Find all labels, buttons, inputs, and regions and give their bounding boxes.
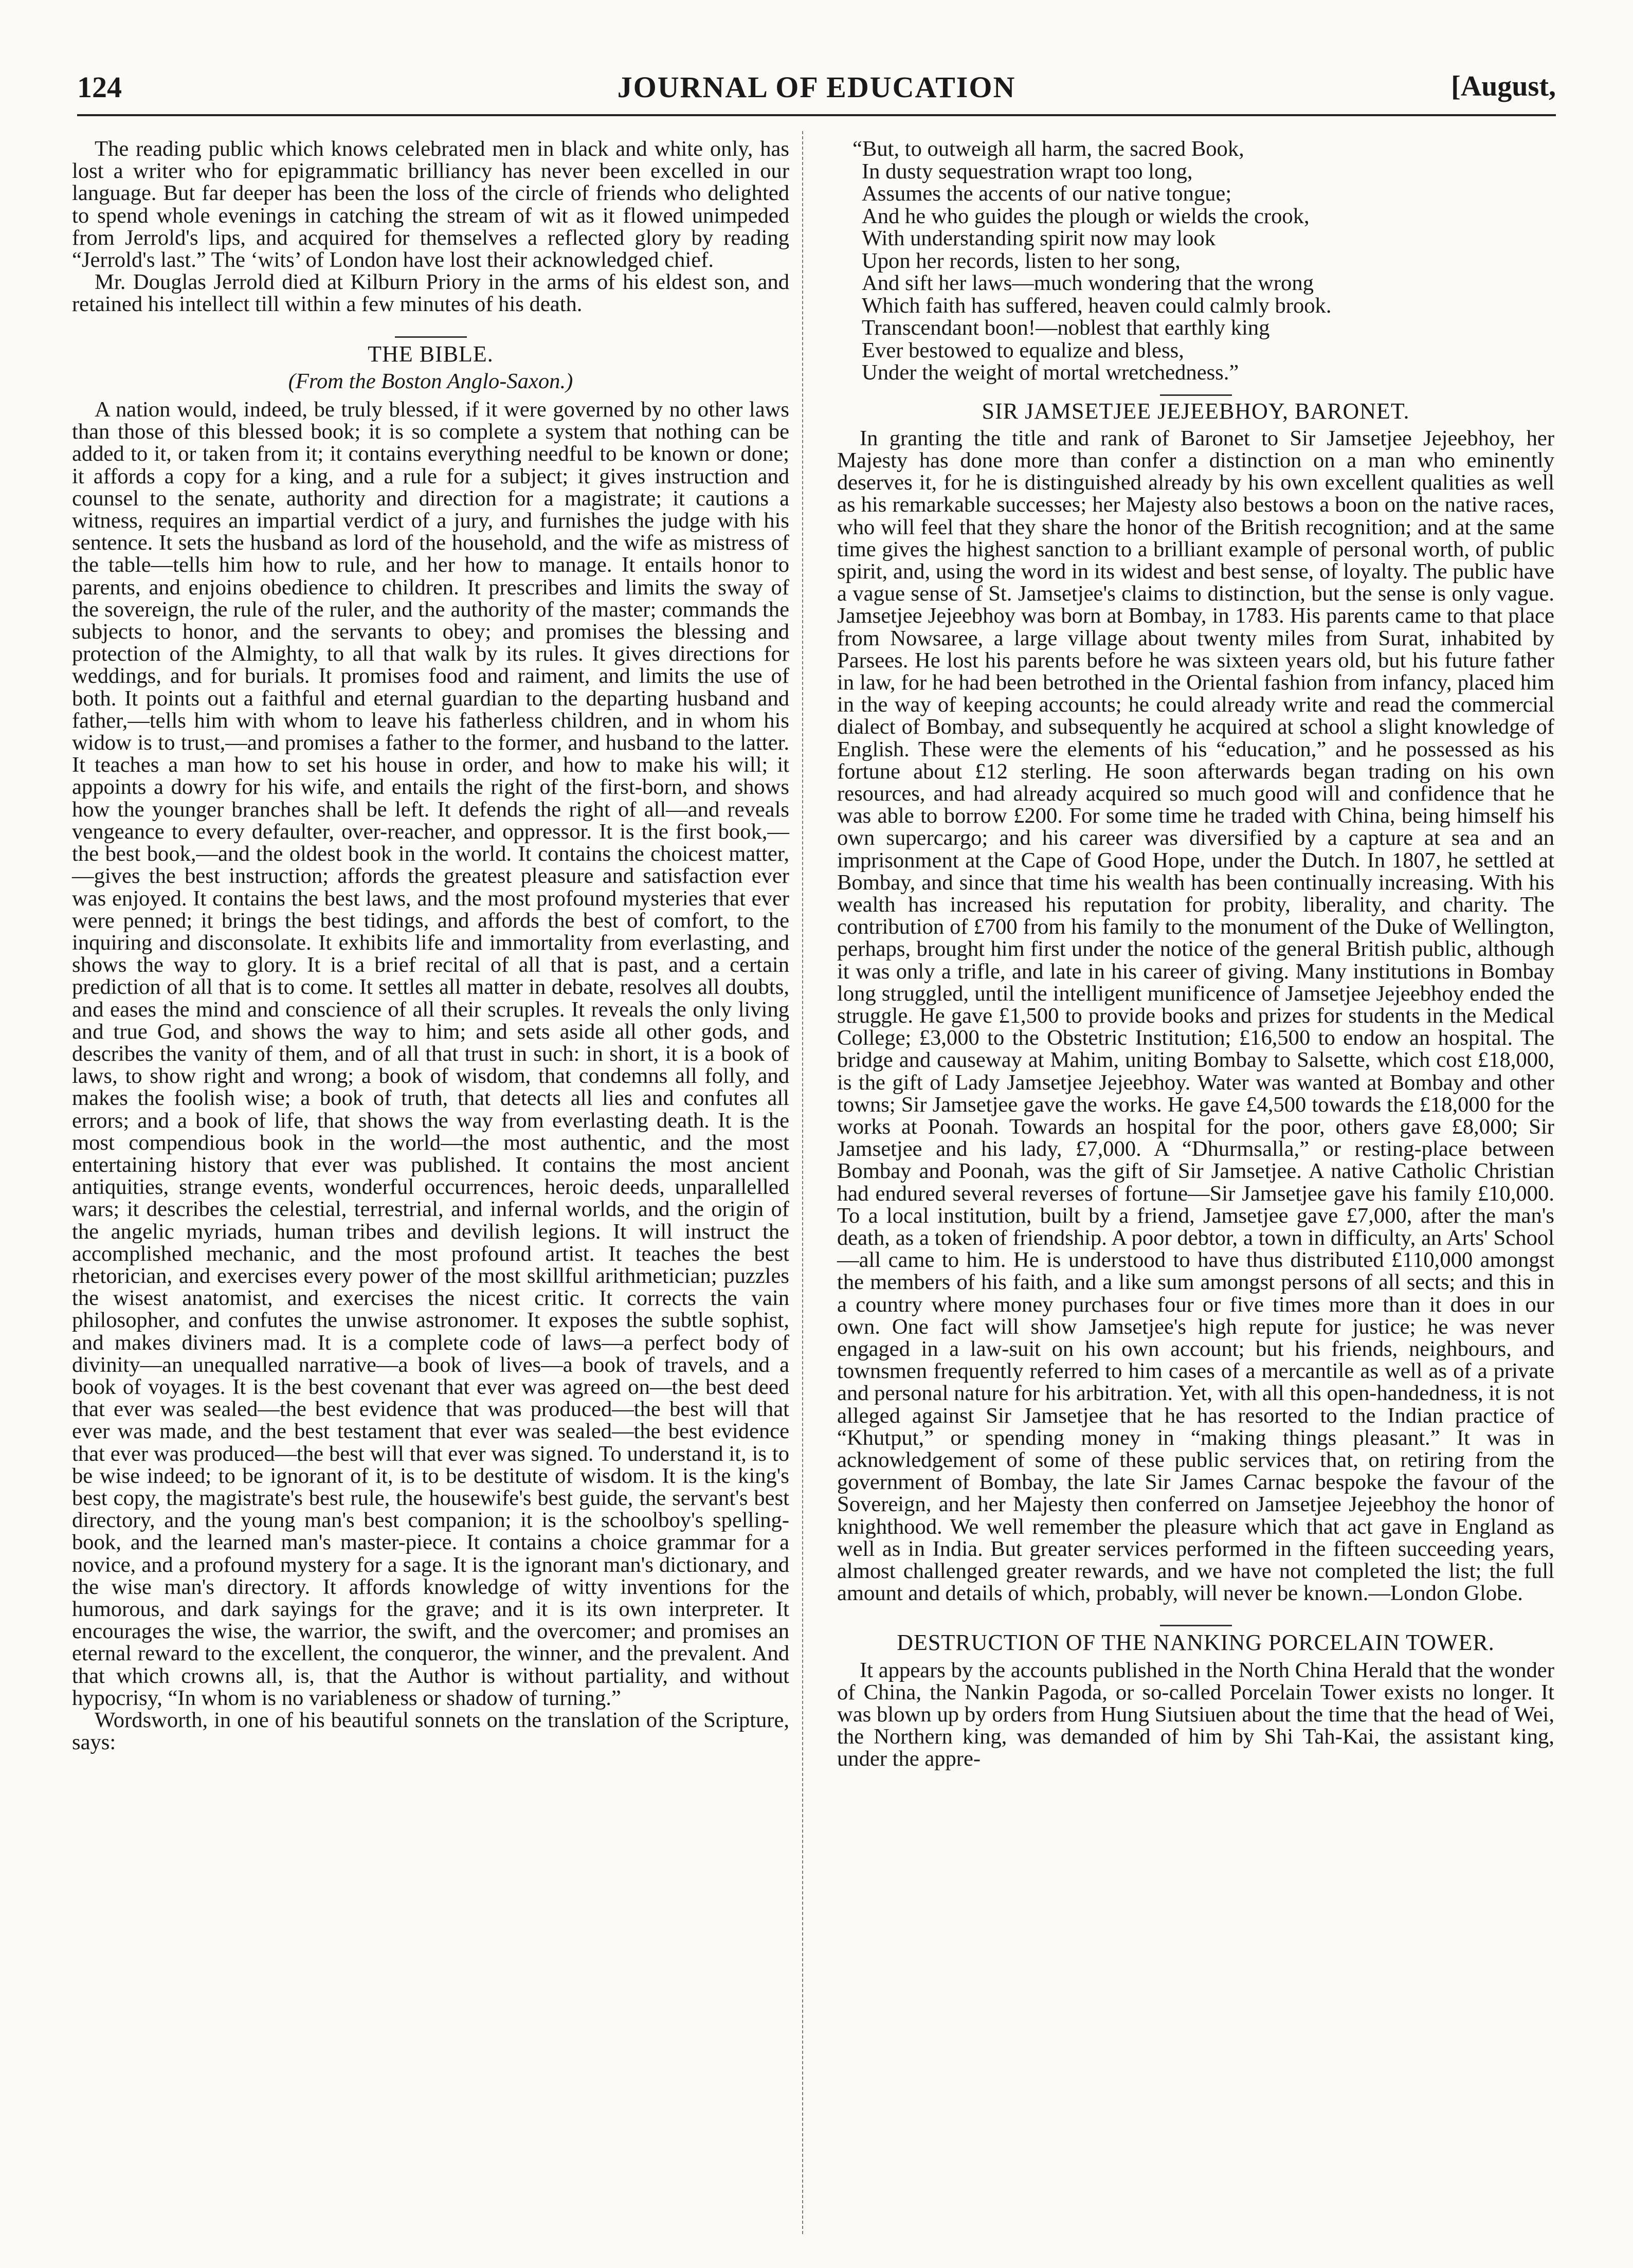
nanking-paragraph: It appears by the accounts published in the North China Herald that the wonder of China, the Nankin Pagoda, or so-called Porcelain Tower exists no longer. It was blown up by orders from Hung Siutsiuen about the time that the head of Wei, the Northern king, was demanded of him by Shi Tah-Kai, the assistant king, under the appre- — [837, 1658, 1554, 1771]
poem-line: In dusty sequestration wrapt too long, — [862, 159, 1193, 184]
poem-line: Under the weight of mortal wretchedness.” — [862, 360, 1239, 385]
jerrold-paragraph-2: Mr. Douglas Jerrold died at Kilburn Priory in the arms of his eldest son, and retained his intellect till within a few minutes of his death. — [72, 270, 789, 317]
right-column — [837, 138, 1554, 1770]
header-rule — [77, 114, 1556, 116]
poem-line: And sift her laws—much wondering that the wrong — [862, 271, 1314, 295]
poem-line: And he who guides the plough or wields the crook, — [862, 204, 1310, 228]
column-divider — [802, 131, 803, 2234]
wordsworth-intro: Wordsworth, in one of his beautiful sonnets on the translation of the Scripture, says: — [72, 1708, 789, 1755]
nanking-heading: DESTRUCTION OF THE NANKING PORCELAIN TOWER. — [897, 1630, 1495, 1656]
section-separator — [395, 336, 467, 338]
poem-line: Assumes the accents of our native tongue; — [862, 182, 1232, 206]
page-number: 124 — [77, 70, 122, 104]
jerrold-paragraph-1: The reading public which knows celebrated men in black and white only, has lost a writer who for epigrammatic brilliancy has never been excelled in our language. But far deeper has been the loss of the circle of friends who delighted to spend whole evenings in catching the stream of wit as it flowed unimpeded from Jerrold's lips, and acquired for themselves a reflected glory by reading “Jerrold's last.” The ‘wits’ of London have lost their acknowledged chief. — [72, 137, 789, 273]
left-column — [72, 138, 789, 1753]
poem-line: Which faith has suffered, heaven could calmly brook. — [862, 293, 1332, 318]
page-header — [77, 67, 1556, 108]
poem-line: With understanding spirit now may look — [862, 226, 1215, 250]
bible-paragraph: A nation would, indeed, be truly blessed, if it were governed by no other laws than those of this blessed book; it is so complete a system that nothing can be added to it, or taken from it; it contains everything needful to be known or done; it affords a copy for a king, and a rule for a subject; it gives instruction and counsel to the senate, authority and direction for a magistrate; it cautions a witness, requires an impartial verdict of a jury, and furnishes the judge with his sentence. It sets the husband as lord of the household, and the wife as mistress of the table—tells him how to rule, and her how to manage. It entails honor to parents, and enjoins obedience to children. It prescribes and limits the sway of the sovereign, the rule of the ruler, and the authority of the master; commands the subjects to honor, and the servants to obey; and promises the blessing and protection of the Almighty, to all that walk by its rules. It gives directions for weddings, and for burials. It promises food and raiment, and limits the use of both. It points out a faithful and eternal guardian to the departing husband and father,—tells him with whom to leave his fatherless children, and in whom his widow is to trust,—and promises a father to the former, and husband to the latter. It teaches a man how to set his house in order, and how to make his will; it appoints a dowry for his wife, and entails the right of the first-born, and shows how the younger branches shall be left. It defends the right of all—and reveals vengeance to every defaulter, over-reacher, and oppressor. It is the first book,—the best book,—and the oldest book in the world. It contains the choicest matter,—gives the best instruction; affords the greatest pleasure and satisfaction ever was enjoyed. It contains the best laws, and the most profound mysteries that ever were penned; it brings the best tidings, and affords the best of comfort, to the inquiring and disconsolate. It exhibits life and immortality from everlasting, and shows the way to glory. It is a brief recital of all that is past, and a certain prediction of all that is to come. It settles all matter in debate, resolves all doubts, and eases the mind and conscience of all their scruples. It reveals the only living and true God, and shows the way to him; and sets aside all other gods, and describes the vanity of them, and of all that trust in such: in short, it is a book of laws, to show right and wrong; a book of wisdom, that condemns all folly, and makes the foolish wise; a book of truth, that detects all lies and confutes all errors; and a book of life, that shows the way from everlasting death. It is the most compendious book in the world—the most authentic, and the most entertaining history that ever was published. It contains the most ancient antiquities, strange events, wonderful occurrences, heroic deeds, unparallelled wars; it describes the celestial, terrestrial, and infernal worlds, and the origin of the angelic myriads, human tribes and devilish legions. It will instruct the accomplished mechanic, and the most profound artist. It teaches the best rhetorician, and exercises every power of the most skillful arithmetician; puzzles the wisest anatomist, and exercises the nicest critic. It corrects the vain philosopher, and confutes the unwise astronomer. It exposes the subtle sophist, and makes diviners mad. It is a complete code of laws—a perfect body of divinity—an unequalled narrative—a book of lives—a book of travels, and a book of voyages. It is the best covenant that ever was agreed on—the best deed that ever was sealed—the best evidence that was produced—the best will that ever was made, and the best testament that ever was sealed—the best evidence that ever was produced—the best will that ever was signed. To understand it, is to be wise indeed; to be ignorant of it, is to be destitute of wisdom. It is the king's best copy, the magistrate's best rule, the housewife's best guide, the servant's best directory, and the young man's best companion; it is the schoolboy's spelling-book, and the learned man's master-piece. It contains a choice grammar for a novice, and a profound mystery for a sage. It is the ignorant man's dictionary, and the wise man's directory. It affords knowledge of witty inventions for the humorous, and dark sayings for the grave; and it is its own interpreter. It encourages the wise, the warrior, the swift, and the overcomer; and promises an eternal reward to the excellent, the conqueror, the winner, and the prevalent. And that which crowns all, is, that the Author is without partiality, and without hypocrisy, “In whom is no variableness or shadow of turning.” — [72, 397, 789, 1710]
section-separator — [1160, 394, 1232, 396]
poem-line: Transcendant boon!—noblest that earthly king — [862, 316, 1270, 340]
baronet-heading: SIR JAMSETJEE JEJEEBHOY, BARONET. — [982, 398, 1410, 424]
wordsworth-sonnet — [837, 138, 1554, 384]
journal-title: JOURNAL OF EDUCATION — [617, 70, 1016, 104]
bible-heading: THE BIBLE. — [368, 341, 494, 367]
poem-line: Upon her records, listen to her song, — [862, 248, 1181, 273]
baronet-paragraph: In granting the title and rank of Baronet to Sir Jamsetjee Jejeebhoy, her Majesty has done more than confer a distinction on a man who eminently deserves it, for he is distinguished already by his own excellent qualities as well as his remarkable successes; her Majesty also bestows a boon on the native races, who will feel that they share the honor of the British recognition; and at the same time gives the highest sanction to a brilliant example of personal worth, of public spirit, and, using the word in its widest and best sense, of loyalty. The public have a vague sense of St. Jamsetjee's claims to distinction, but the sense is only vague. Jamsetjee Jejeebhoy was born at Bombay, in 1783. His parents came to that place from Nowsaree, a large village about twenty miles from Surat, inhabited by Parsees. He lost his parents before he was sixteen years old, but his future father in law, for he had been betrothed in the Oriental fashion from infancy, placed him in the way of keeping accounts; he could already write and read the commercial dialect of Bombay, and subsequently he acquired at school a slight knowledge of English. These were the elements of his “education,” and he possessed as his fortune about £12 sterling. He soon afterwards began trading on his own resources, and had already acquired so much good will and confidence that he was able to borrow £200. For some time he traded with China, being himself his own supercargo; and his career was diversified by a capture at sea and an imprisonment at the Cape of Good Hope, under the Dutch. In 1807, he settled at Bombay, and since that time his wealth has been continually increasing. With his wealth has increased his reputation for probity, liberality, and charity. The contribution of £700 from his family to the monument of the Duke of Wellington, perhaps, brought him first under the notice of the general British public, although it was only a trifle, and late in his career of giving. Many institutions in Bombay long struggled, until the intelligent munificence of Jamsetjee Jejeebhoy ended the struggle. He gave £1,500 to provide books and prizes for students in the Medical College; £3,000 to the Obstetric Institution; £16,500 to endow an hospital. The bridge and causeway at Mahim, uniting Bombay to Salsette, which cost £18,000, is the gift of Lady Jamsetjee Jejeebhoy. Water was wanted at Bombay and other towns; Sir Jamsetjee gave the works. He gave £4,500 towards the £18,000 for the works at Poonah. Towards an hospital for the poor, others gave £8,000; Sir Jamsetjee and his lady, £7,000. A “Dhurmsalla,” or resting-place between Bombay and Poonah, was the gift of Sir Jamsetjee. A native Catholic Christian had endured several reverses of fortune—Sir Jamsetjee gave his family £10,000. To a local institution, built by a friend, Jamsetjee gave £7,000, after the man's death, as a token of friendship. A poor debtor, a town in difficulty, an Arts' School—all came to him. He is understood to have thus distributed £110,000 amongst the members of his faith, and a like sum amongst persons of all sects; and this in a country where money purchases four or five times more than it does in our own. One fact will show Jamsetjee's high repute for justice; he was never engaged in a law-suit on his own account; but his friends, neighbours, and townsmen frequently referred to him cases of a mercantile as well as of a private and personal nature for his arbitration. Yet, with all this open-handedness, it is not alleged against Sir Jamsetjee that he has resorted to the Indian practice of “Khutput,” or spending money in “making things pleasant.” It was in acknowledgement of some of these public services that, on retiring from the government of Bombay, the late Sir James Carnac bespoke the favour of the Sovereign, and her Majesty then conferred on Jamsetjee Jejeebhoy the honor of knighthood. We well remember the pleasure which that act gave in England as well as in India. But greater services performed in the fifteen succeeding years, almost challenged greater rewards, and we have not completed the list; the full amount and details of which, probably, will never be known.—London Globe. — [837, 426, 1554, 1606]
bible-source: (From the Boston Anglo-Saxon.) — [288, 369, 573, 393]
issue-month: [August, — [1451, 70, 1556, 102]
poem-line: “But, to outweigh all harm, the sacred Book, — [852, 137, 1244, 161]
poem-line: Ever bestowed to equalize and bless, — [862, 338, 1184, 362]
section-separator — [1160, 1625, 1232, 1626]
